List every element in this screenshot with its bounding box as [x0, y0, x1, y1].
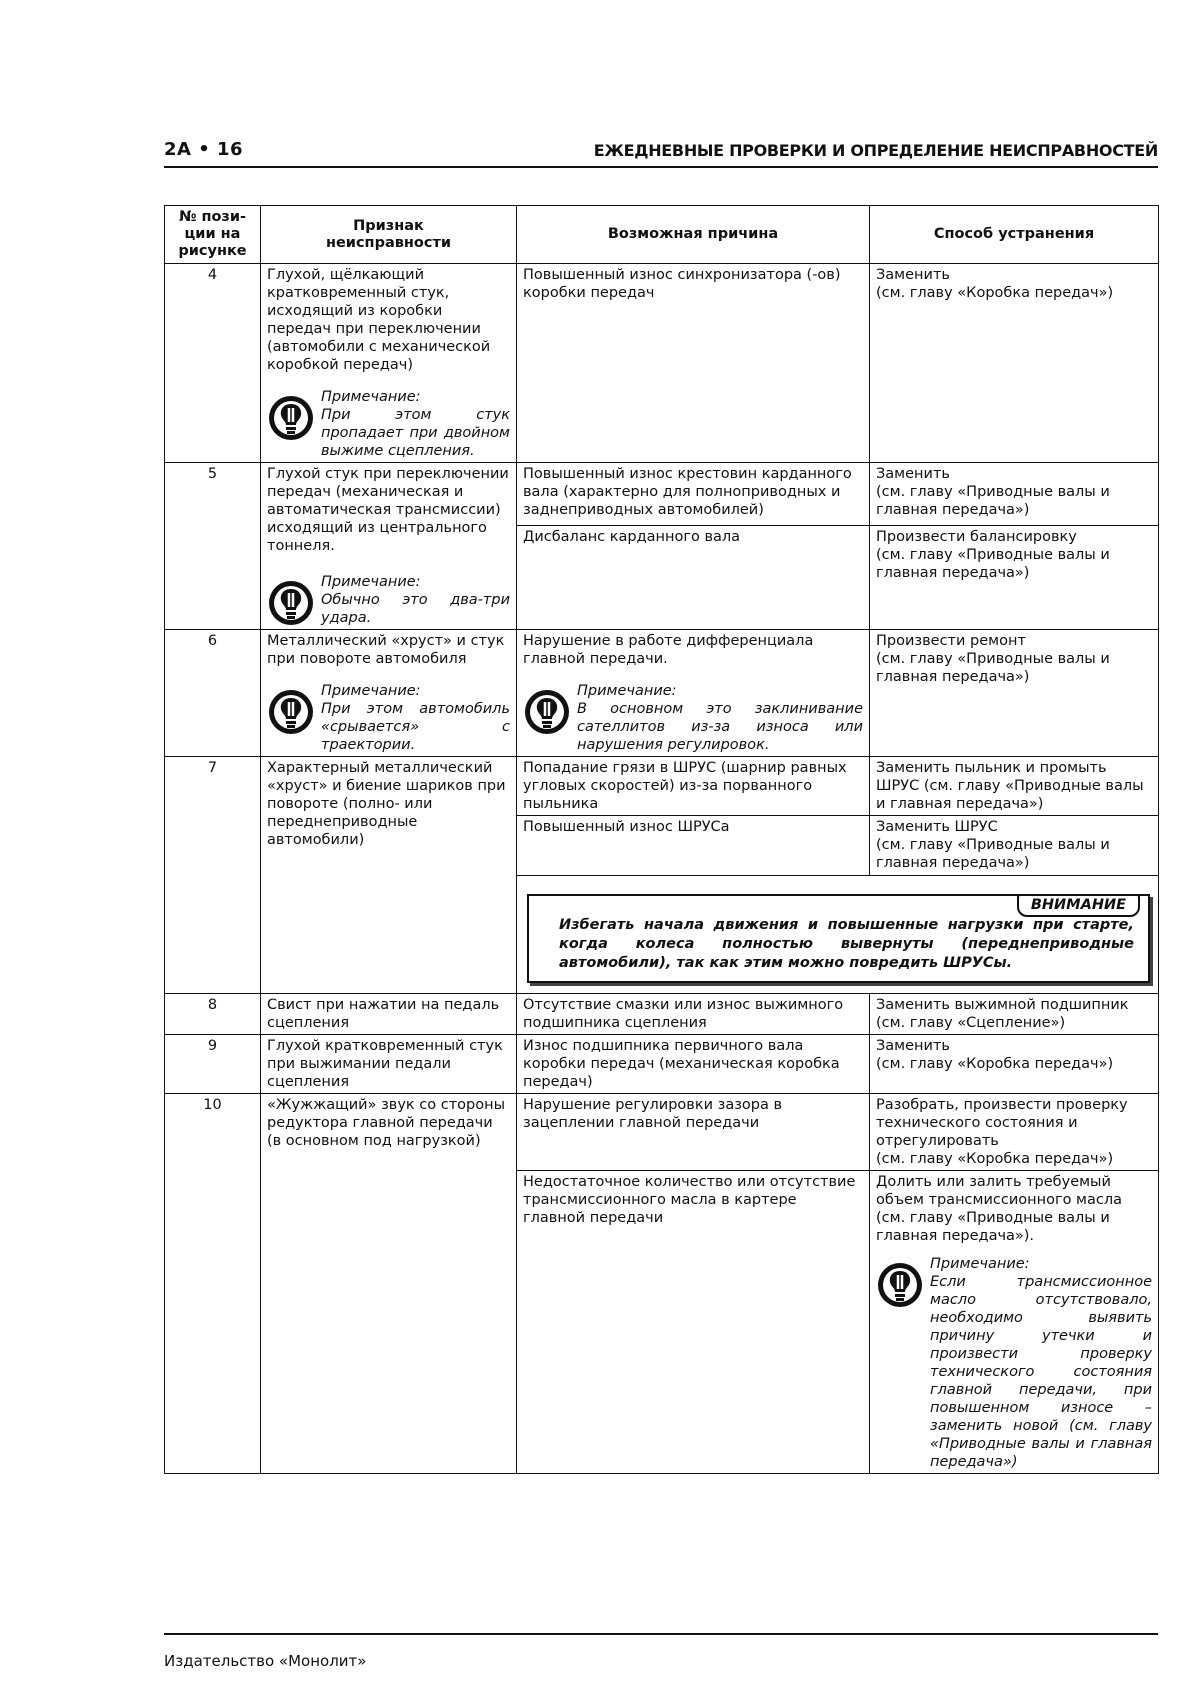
note-block: [267, 682, 510, 754]
note-block: [876, 1255, 1152, 1471]
row-number: 4: [165, 264, 261, 463]
lightbulb-icon: [876, 1261, 924, 1309]
remedy-cell: Заменить выжимной подшипник (см. главу «Сцепление»): [870, 994, 1159, 1035]
table-row: [165, 1094, 1159, 1171]
remedy-cell: Заменить (см. главу «Коробка передач»): [870, 1035, 1159, 1094]
page-title: ЕЖЕДНЕВНЫЕ ПРОВЕРКИ И ОПРЕДЕЛЕНИЕ НЕИСПРАВНОСТЕЙ: [593, 141, 1158, 160]
symptom-cell: [261, 630, 517, 757]
note-block: [523, 682, 863, 754]
warning-box: [527, 894, 1150, 983]
row-number: 6: [165, 630, 261, 757]
note-title: Примечание:: [930, 1256, 1030, 1272]
table-row: [165, 463, 1159, 526]
remedy-cell: Заменить ШРУС (см. главу «Приводные валы и главная передача»): [870, 816, 1159, 876]
cause-cell: Дисбаланс карданного вала: [517, 526, 870, 630]
col-header-remedy: Способ устранения: [870, 206, 1159, 264]
cause-cell: Износ подшипника первичного вала коробки передач (механическая коробка передач): [517, 1035, 870, 1094]
troubleshooting-table: [164, 205, 1159, 1474]
table-row: [165, 264, 1159, 463]
row-number: 5: [165, 463, 261, 630]
warning-label: ВНИМАНИЕ: [1017, 894, 1140, 917]
cause-cell: Попадание грязи в ШРУС (шарнир равных угловых скоростей) из-за порванного пыльника: [517, 757, 870, 816]
page-header: [164, 140, 1158, 168]
lightbulb-icon: [267, 394, 315, 442]
remedy-cell: Разобрать, произвести проверку технического состояния и отрегулировать (см. главу «Коробка передач»): [870, 1094, 1159, 1171]
row-number: 8: [165, 994, 261, 1035]
note-block: [267, 388, 510, 460]
remedy-cell: Произвести балансировку (см. главу «Приводные валы и главная передача»): [870, 526, 1159, 630]
col-header-symptom: Признак неисправности: [261, 206, 517, 264]
table-row: [165, 630, 1159, 757]
page-footer: [164, 1633, 1158, 1670]
lightbulb-icon: [267, 579, 315, 627]
cause-cell: Недостаточное количество или отсутствие трансмиссионного масла в картере главной передачи: [517, 1171, 870, 1474]
table-row: [165, 994, 1159, 1035]
cause-cell: Нарушение регулировки зазора в зацеплении главной передачи: [517, 1094, 870, 1171]
symptom-cell: [261, 463, 517, 630]
cause-cell: Повышенный износ крестовин карданного вала (характерно для полноприводных и заднеприводных автомобилей): [517, 463, 870, 526]
row-number: 10: [165, 1094, 261, 1474]
note-text: В основном это заклинивание сателлитов из-за износа или нарушения регулировок.: [577, 701, 863, 753]
remedy-cell: Заменить (см. главу «Коробка передач»): [870, 264, 1159, 463]
symptom-cell: [261, 264, 517, 463]
warning-text: Избегать начала движения и повышенные нагрузки при старте, когда колеса полностью вывернуты (переднеприводные автомобили), так как этим можно повредить ШРУСы.: [559, 917, 1134, 971]
lightbulb-icon: [267, 688, 315, 736]
symptom-cell: Характерный металлический «хруст» и биение шариков при повороте (полно- или переднеприводные автомобили): [261, 757, 517, 994]
note-title: Примечание:: [321, 574, 421, 590]
note-title: Примечание:: [577, 683, 677, 699]
remedy-cell: Заменить пыльник и промыть ШРУС (см. главу «Приводные валы и главная передача»): [870, 757, 1159, 816]
symptom-cell: «Жужжащий» звук со стороны редуктора главной передачи (в основном под нагрузкой): [261, 1094, 517, 1474]
cause-cell: Отсутствие смазки или износ выжимного подшипника сцепления: [517, 994, 870, 1035]
note-title: Примечание:: [321, 683, 421, 699]
table-row: [165, 757, 1159, 816]
table-row: [165, 1035, 1159, 1094]
note-text: При этом автомобиль «срывается» с траектории.: [321, 701, 510, 753]
publisher: Издательство «Монолит»: [164, 1652, 367, 1670]
page-number: 2A • 16: [164, 139, 244, 160]
note-block: [267, 573, 510, 627]
note-text: Обычно это два-три удара.: [321, 592, 510, 626]
cause-cell: [517, 630, 870, 757]
row-number: 9: [165, 1035, 261, 1094]
cause-text: Нарушение в работе дифференциала главной передачи.: [523, 633, 814, 667]
symptom-text: Глухой, щёлкающий кратковременный стук, исходящий из коробки передач при переключении (автомобили с механической коробкой передач): [267, 267, 491, 373]
symptom-cell: Свист при нажатии на педаль сцепления: [261, 994, 517, 1035]
warning-cell: [517, 876, 1159, 994]
remedy-text: Долить или залить требуемый объем трансмиссионного масла (см. главу «Приводные валы и главная передача»).: [876, 1174, 1122, 1244]
remedy-cell: Произвести ремонт (см. главу «Приводные валы и главная передача»): [870, 630, 1159, 757]
col-header-cause: Возможная причина: [517, 206, 870, 264]
remedy-cell: Заменить (см. главу «Приводные валы и главная передача»): [870, 463, 1159, 526]
note-text: Если трансмиссионное масло отсутствовало, необходимо выявить причину утечки и произвести проверку технического состояния главной передачи, при повышенном износе – заменить новой (см. главу «Приводные валы и главная передача»): [930, 1274, 1152, 1470]
cause-cell: Повышенный износ синхронизатора (-ов) коробки передач: [517, 264, 870, 463]
col-header-position: № пози- ции на рисунке: [165, 206, 261, 264]
symptom-cell: Глухой кратковременный стук при выжимании педали сцепления: [261, 1035, 517, 1094]
row-number: 7: [165, 757, 261, 994]
symptom-text: Металлический «хруст» и стук при повороте автомобиля: [267, 633, 505, 667]
remedy-cell: [870, 1171, 1159, 1474]
symptom-text: Глухой стук при переключении передач (механическая и автоматическая трансмиссии) исходящий из центрального тоннеля.: [267, 466, 509, 554]
note-text: При этом стук пропадает при двойном выжиме сцепления.: [321, 407, 510, 459]
lightbulb-icon: [523, 688, 571, 736]
note-title: Примечание:: [321, 389, 421, 405]
cause-cell: Повышенный износ ШРУСа: [517, 816, 870, 876]
